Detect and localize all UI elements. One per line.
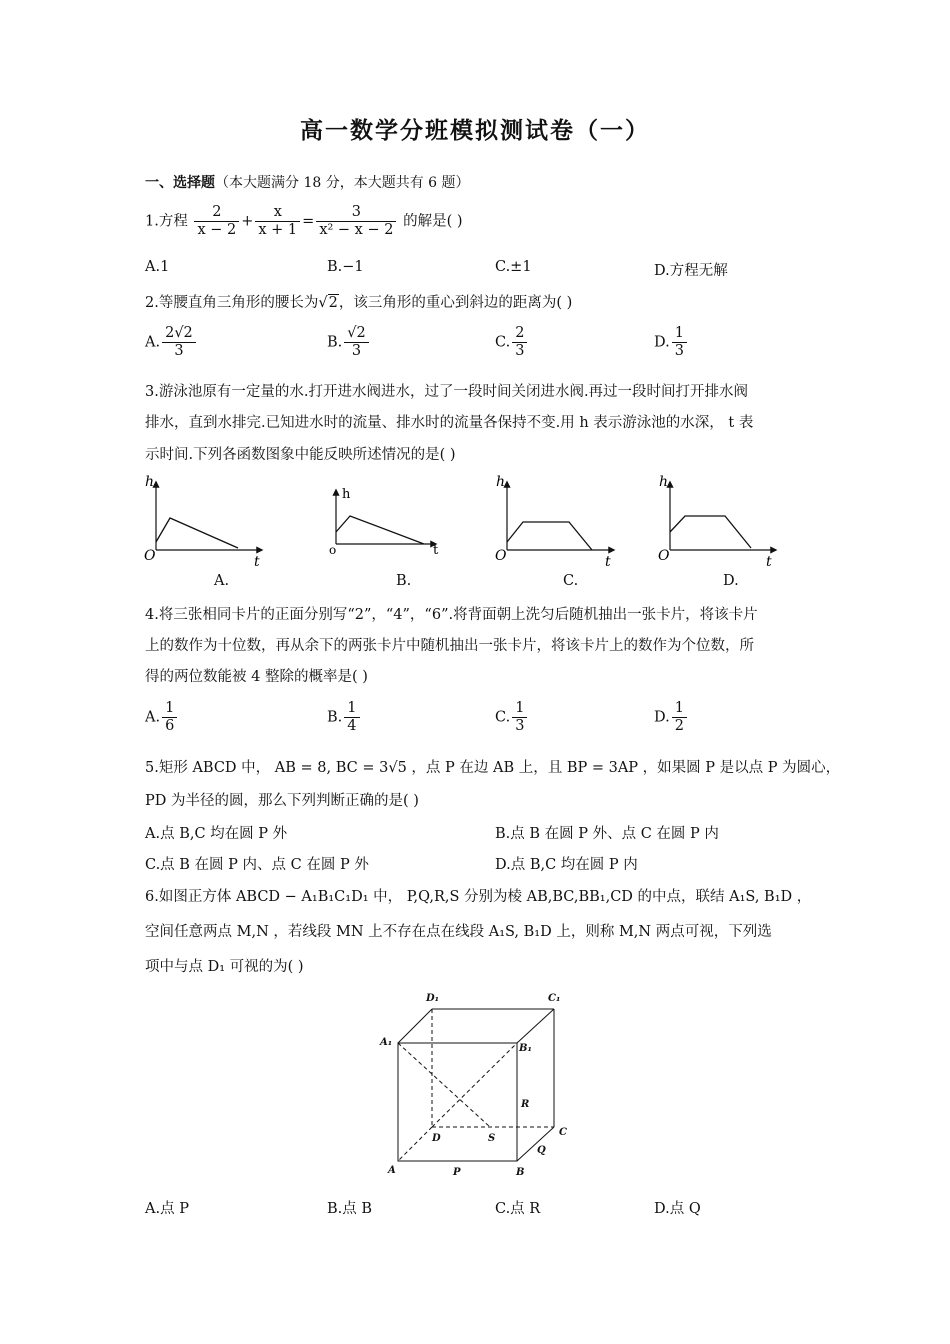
q1-f3-num: 3 <box>316 204 396 222</box>
q2-c-prefix: C. <box>495 334 511 351</box>
cube-label-d1: D₁ <box>426 993 440 1004</box>
question-2: 2.等腰直角三角形的腰长为√2，该三角形的重心到斜边的距离为( ) <box>145 295 573 311</box>
q3-b-axis-t: t <box>433 543 439 558</box>
q3-label-a: A. <box>214 573 230 589</box>
q4-b-prefix: B. <box>327 709 343 726</box>
q4-c-den: 3 <box>515 718 525 734</box>
q6-line-2: 空间任意两点 M,N ，若线段 MN 上不存在点在线段 A₁S, B₁D 上，则称 M,N 两点可视，下列选 <box>145 924 772 940</box>
q3-a-axis-t: t <box>254 554 260 570</box>
cube-label-d: D <box>432 1133 441 1144</box>
q3-d-axis-t: t <box>766 554 772 570</box>
q2-c-den: 3 <box>515 343 525 359</box>
q3-a-axis-h: h <box>145 474 155 490</box>
section-header <box>145 172 470 192</box>
q3-line-1: 3.游泳池原有一定量的水.打开进水阀进水，过了一段时间关闭进水阀.再过一段时间打开排水阀 <box>145 384 749 400</box>
q4-a-num: 1 <box>162 700 177 718</box>
cube-label-s: S <box>488 1133 496 1144</box>
q4-d-prefix: D. <box>654 709 670 726</box>
cube-edge-a1d1 <box>398 1009 432 1043</box>
cube-label-b1: B₁ <box>519 1043 532 1054</box>
q3-label-b: B. <box>396 573 412 589</box>
q4-line-3: 得的两位数能被 4 整除的概率是( ) <box>145 669 368 685</box>
q1-f1-den: x − 2 <box>197 222 237 238</box>
cube-edge-bc <box>517 1127 554 1161</box>
q2-option-b <box>327 325 371 360</box>
cube-label-a: A <box>388 1165 396 1176</box>
q4-d-den: 2 <box>674 718 684 734</box>
q1-option-c: C.±1 <box>495 259 532 275</box>
q3-label-d: D. <box>723 573 739 589</box>
section-label: 一、选择题 <box>145 175 215 191</box>
q2-stem: 2.等腰直角三角形的腰长为 <box>145 295 319 311</box>
q2-d-num: 1 <box>672 325 687 343</box>
q4-line-1: 4.将三张相同卡片的正面分别写“2”，“4”，“6”.将背面朝上洗匀后随机抽出一张卡片，将该卡片 <box>145 607 758 623</box>
q5-option-d: D.点 B,C 均在圆 P 内 <box>495 857 638 873</box>
q3-b-axis-h: h <box>342 487 351 502</box>
q4-d-num: 1 <box>672 700 687 718</box>
q6-line-1: 6.如图正方体 ABCD − A₁B₁C₁D₁ 中， P,Q,R,S 分别为棱 AB,BC,BB₁,CD 的中点，联结 A₁S, B₁D ， <box>145 889 812 905</box>
q2-a-den: 3 <box>174 343 184 359</box>
q3-c-origin: O <box>495 548 507 564</box>
q2-sqrt-value: 2 <box>328 295 338 311</box>
q2-stem-2: ，该三角形的重心到斜边的距离为( ) <box>338 295 573 311</box>
cube-segment-b1d <box>432 1043 517 1127</box>
q2-option-c <box>495 325 529 360</box>
cube-label-r: R <box>521 1099 530 1110</box>
q3-graphs <box>140 472 820 572</box>
q5-option-c: C.点 B 在圆 P 内、点 C 在圆 P 外 <box>145 857 369 873</box>
cube-diagram <box>370 985 580 1185</box>
q1-option-b: B.−1 <box>327 259 364 275</box>
q1-fraction-1 <box>194 204 239 239</box>
q5-option-a: A.点 B,C 均在圆 P 外 <box>145 826 288 842</box>
q5-line-2: PD 为半径的圆，那么下列判断正确的是( ) <box>145 793 419 809</box>
q3-label-c: C. <box>563 573 579 589</box>
q3-graph-a <box>144 474 262 570</box>
q4-a-prefix: A. <box>145 709 161 726</box>
q2-a-num: 2√2 <box>162 325 196 343</box>
q1-option-a: A.1 <box>145 259 170 275</box>
cube-label-a1: A₁ <box>380 1037 393 1048</box>
cube-label-c1: C₁ <box>548 993 561 1004</box>
q1-option-d: D.方程无解 <box>654 263 728 279</box>
q1-f1-num: 2 <box>194 204 239 222</box>
q3-graph-d <box>658 474 776 570</box>
cube-segment-a1s <box>398 1043 490 1127</box>
q2-b-den: 3 <box>351 343 362 359</box>
q6-option-d: D.点 Q <box>654 1201 701 1217</box>
cube-label-q: Q <box>537 1145 546 1156</box>
q3-c-axis-h: h <box>496 474 506 490</box>
q2-d-den: 3 <box>674 343 684 359</box>
q3-line-3: 示时间.下列各函数图象中能反映所述情况的是( ) <box>145 447 456 463</box>
q2-a-prefix: A. <box>145 334 161 351</box>
q1-f3-den: x² − x − 2 <box>319 222 394 238</box>
q1-fraction-2 <box>255 204 300 239</box>
section-note: （本大题满分 18 分，本大题共有 6 题） <box>215 175 470 191</box>
q4-c-num: 1 <box>512 700 527 718</box>
q1-stem-post: 的解是( ) <box>403 213 463 230</box>
q6-option-b: B.点 B <box>327 1201 373 1217</box>
cube-label-c: C <box>559 1127 567 1138</box>
q5-line-1: 5.矩形 ABCD 中， AB = 8, BC = 3√5 ，点 P 在边 AB 上，且 BP = 3AP ，如果圆 P 是以点 P 为圆心， <box>145 760 841 776</box>
q3-d-origin: O <box>658 548 670 564</box>
cube-edge-b1c1 <box>517 1009 554 1043</box>
q4-line-2: 上的数作为十位数，再从余下的两张卡片中随机抽出一张卡片，将该卡片上的数作为个位数，所 <box>145 638 754 654</box>
q5-option-b: B.点 B 在圆 P 外、点 C 在圆 P 内 <box>495 826 719 842</box>
q4-option-c <box>495 700 529 735</box>
q4-option-b <box>327 700 362 735</box>
q6-option-c: C.点 R <box>495 1201 541 1217</box>
q3-graph-c <box>495 474 614 570</box>
q1-f2-num: x <box>255 204 300 222</box>
q2-b-prefix: B. <box>327 334 343 351</box>
q4-option-d <box>654 700 689 735</box>
q2-b-num: √2 <box>344 325 368 343</box>
q3-c-axis-t: t <box>605 554 611 570</box>
q4-b-den: 4 <box>347 718 357 734</box>
q6-line-3: 项中与点 D₁ 可视的为( ) <box>145 959 304 975</box>
q1-f2-den: x + 1 <box>258 222 298 238</box>
q3-a-origin: O <box>144 548 156 564</box>
q3-graph-b <box>329 487 439 558</box>
cube-label-p: P <box>453 1167 461 1178</box>
page-title: 高一数学分班模拟测试卷（一） <box>300 117 650 144</box>
q1-stem-pre: 1.方程 <box>145 213 188 230</box>
cube-label-b: B <box>516 1167 525 1178</box>
q4-c-prefix: C. <box>495 709 511 726</box>
q3-line-2: 排水，直到水排完.已知进水时的流量、排水时的流量各保持不变.用 h 表示游泳池的水深， t 表 <box>145 415 754 431</box>
q3-b-origin: o <box>329 543 337 557</box>
q4-option-a <box>145 700 179 735</box>
question-1: 1.方程 $\frac{2}{x - 2}$ + $\frac{x}{x + 1}$ = $\frac{3}{\text{x² − x − 2}}$ 的解是( ) <box>145 204 463 238</box>
q2-c-num: 2 <box>512 325 527 343</box>
q2-option-a <box>145 325 198 360</box>
q2-d-prefix: D. <box>654 334 670 351</box>
q2-option-d <box>654 325 689 360</box>
q1-fraction-3 <box>316 204 396 239</box>
q4-a-den: 6 <box>165 718 175 734</box>
q6-option-a: A.点 P <box>145 1201 189 1217</box>
q3-d-axis-h: h <box>659 474 669 490</box>
cube-edge-ad <box>398 1127 432 1161</box>
q4-b-num: 1 <box>344 700 359 718</box>
